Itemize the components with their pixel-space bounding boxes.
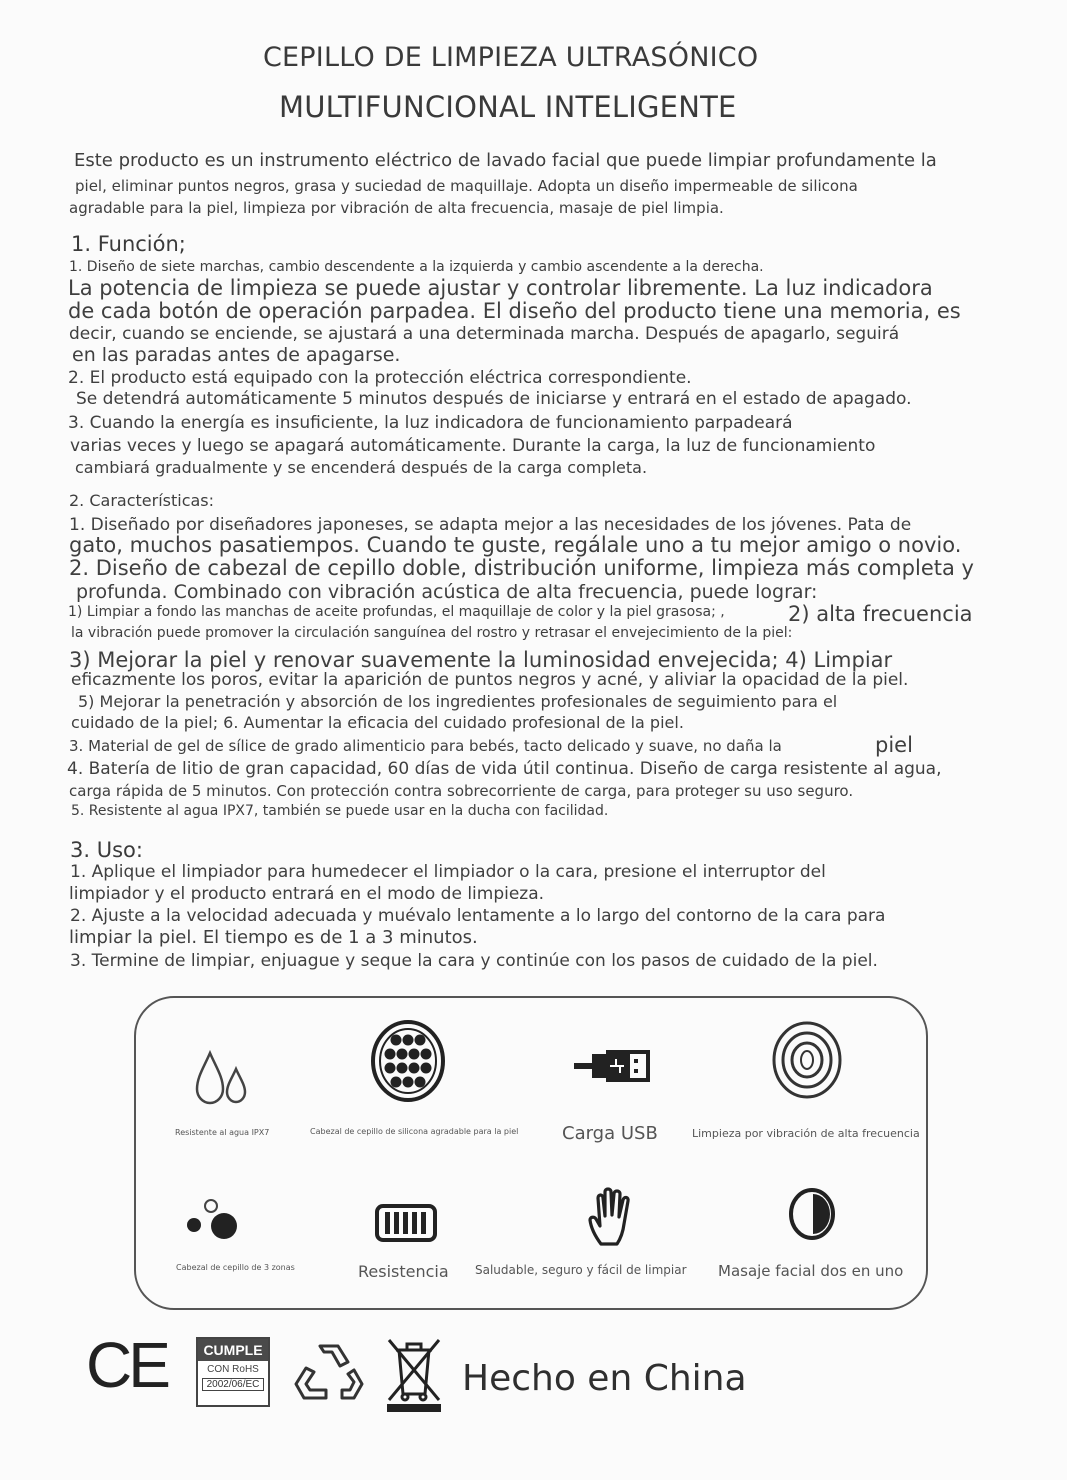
usb-plug-icon <box>572 1046 652 1086</box>
intro-line: Este producto es un instrumento eléctrico de lavado facial que puede limpiar profundamente la <box>74 150 937 171</box>
funcion-line: 1. Diseño de siete marchas, cambio descendente a la izquierda y cambio ascendente a la derecha. <box>69 259 764 275</box>
feature-label: Resistente al agua IPX7 <box>175 1128 270 1137</box>
uso-line: limpiar la piel. El tiempo es de 1 a 3 minutos. <box>69 927 478 948</box>
half-circle-icon <box>787 1186 837 1242</box>
caracteristicas-line: la vibración puede promover la circulación sanguínea del rostro y retrasar el envejecimiento de la piel: <box>71 625 793 641</box>
three-zone-dots-icon <box>184 1196 244 1244</box>
uso-line: limpiador y el producto entrará en el modo de limpieza. <box>69 884 545 904</box>
title-line-2: MULTIFUNCIONAL INTELIGENTE <box>279 90 737 124</box>
battery-icon <box>374 1203 440 1243</box>
feature-label: Masaje facial dos en uno <box>718 1262 904 1280</box>
funcion-line: 3. Cuando la energía es insuficiente, la luz indicadora de funcionamiento parpadeará <box>68 413 793 433</box>
feature-label: Saludable, seguro y fácil de limpiar <box>475 1263 687 1277</box>
section-heading-caracteristicas: 2. Características: <box>69 491 215 510</box>
caracteristicas-line: 3. Material de gel de sílice de grado alimenticio para bebés, tacto delicado y suave, no daña la <box>69 737 782 755</box>
funcion-line: en las paradas antes de apagarse. <box>72 344 401 366</box>
uso-line: 2. Ajuste a la velocidad adecuada y muévalo lentamente a lo largo del contorno de la cara para <box>70 906 886 926</box>
brush-head-icon <box>368 1018 448 1104</box>
funcion-line: cambiará gradualmente y se encenderá después de la carga completa. <box>75 458 648 477</box>
title-line-1: CEPILLO DE LIMPIEZA ULTRASÓNICO <box>263 42 759 73</box>
feature-label: Carga USB <box>562 1123 658 1144</box>
ce-mark: CE <box>86 1329 167 1401</box>
caracteristicas-line: 1. Diseñado por diseñadores japoneses, se adapta mejor a las necesidades de los jóvenes. Pata de <box>69 515 912 535</box>
caracteristicas-line: 5) Mejorar la penetración y absorción de los ingredientes profesionales de seguimiento para el <box>78 692 838 711</box>
caracteristicas-line: gato, muchos pasatiempos. Cuando te guste, regálale uno a tu mejor amigo o novio. <box>69 533 962 557</box>
caracteristicas-line: 3) Mejorar la piel y renovar suavemente la luminosidad envejecida; 4) Limpiar <box>69 648 893 672</box>
rohs-mid: CON RoHS <box>207 1364 259 1375</box>
caracteristicas-line: 4. Batería de litio de gran capacidad, 60 días de vida útil continua. Diseño de carga resistente al agua, <box>67 759 942 779</box>
uso-line: 3. Termine de limpiar, enjuague y seque la cara y continúe con los pasos de cuidado de la piel. <box>70 951 878 971</box>
feature-label: Cabezal de cepillo de silicona agradable para la piel <box>310 1127 519 1136</box>
intro-line: piel, eliminar puntos negros, grasa y suciedad de maquillaje. Adopta un diseño impermeable de silicona <box>75 177 858 195</box>
uso-line: 1. Aplique el limpiador para humedecer el limpiador o la cara, presione el interruptor del <box>70 862 826 882</box>
section-heading-uso: 3. Uso: <box>70 838 143 862</box>
feature-label: Cabezal de cepillo de 3 zonas <box>176 1263 295 1272</box>
funcion-line: decir, cuando se enciende, se ajustará a una determinada marcha. Después de apagarlo, seguirá <box>69 324 900 344</box>
vibration-rings-icon <box>771 1020 843 1100</box>
funcion-line: Se detendrá automáticamente 5 minutos después de iniciarse y entrará en el estado de apagado. <box>76 389 912 409</box>
caracteristicas-line: 1) Limpiar a fondo las manchas de aceite profundas, el maquillaje de color y la piel grasosa; , <box>68 604 725 620</box>
intro-line: agradable para la piel, limpieza por vibración de alta frecuencia, masaje de piel limpia. <box>69 199 724 217</box>
caracteristicas-line: cuidado de la piel; 6. Aumentar la eficacia del cuidado profesional de la piel. <box>71 713 684 732</box>
made-in-china: Hecho en China <box>462 1358 747 1399</box>
rohs-badge <box>196 1337 270 1407</box>
caracteristicas-line: 5. Resistente al agua IPX7, también se puede usar en la ducha con facilidad. <box>71 803 609 819</box>
funcion-line: 2. El producto está equipado con la protección eléctrica correspondiente. <box>68 368 692 388</box>
caracteristicas-line: carga rápida de 5 minutos. Con protección contra sobrecorriente de carga, para proteger su uso seguro. <box>69 782 854 800</box>
section-heading-funcion: 1. Función; <box>71 232 186 256</box>
hand-icon <box>587 1186 639 1248</box>
weee-bin-icon <box>381 1334 447 1414</box>
caracteristicas-line: eficazmente los poros, evitar la aparición de puntos negros y acné, y aliviar la opacidad de la piel. <box>71 670 909 690</box>
rohs-top: CUMPLE <box>198 1339 268 1361</box>
feature-label: Resistencia <box>358 1262 449 1281</box>
rohs-bot: 2002/06/EC <box>202 1378 264 1391</box>
caracteristicas-line: piel <box>875 733 913 757</box>
water-drops-icon <box>192 1045 252 1113</box>
funcion-line: de cada botón de operación parpadea. El diseño del producto tiene una memoria, es <box>68 299 961 323</box>
feature-label: Limpieza por vibración de alta frecuencia <box>692 1127 920 1140</box>
caracteristicas-line: profunda. Combinado con vibración acústica de alta frecuencia, puede lograr: <box>76 581 818 603</box>
caracteristicas-line: 2. Diseño de cabezal de cepillo doble, distribución uniforme, limpieza más completa y <box>69 556 974 580</box>
funcion-line: La potencia de limpieza se puede ajustar y controlar libremente. La luz indicadora <box>68 276 933 300</box>
funcion-line: varias veces y luego se apagará automáticamente. Durante la carga, la luz de funcionamiento <box>70 436 876 456</box>
caracteristicas-line: 2) alta frecuencia <box>788 602 973 626</box>
recycle-icon <box>292 1340 366 1406</box>
